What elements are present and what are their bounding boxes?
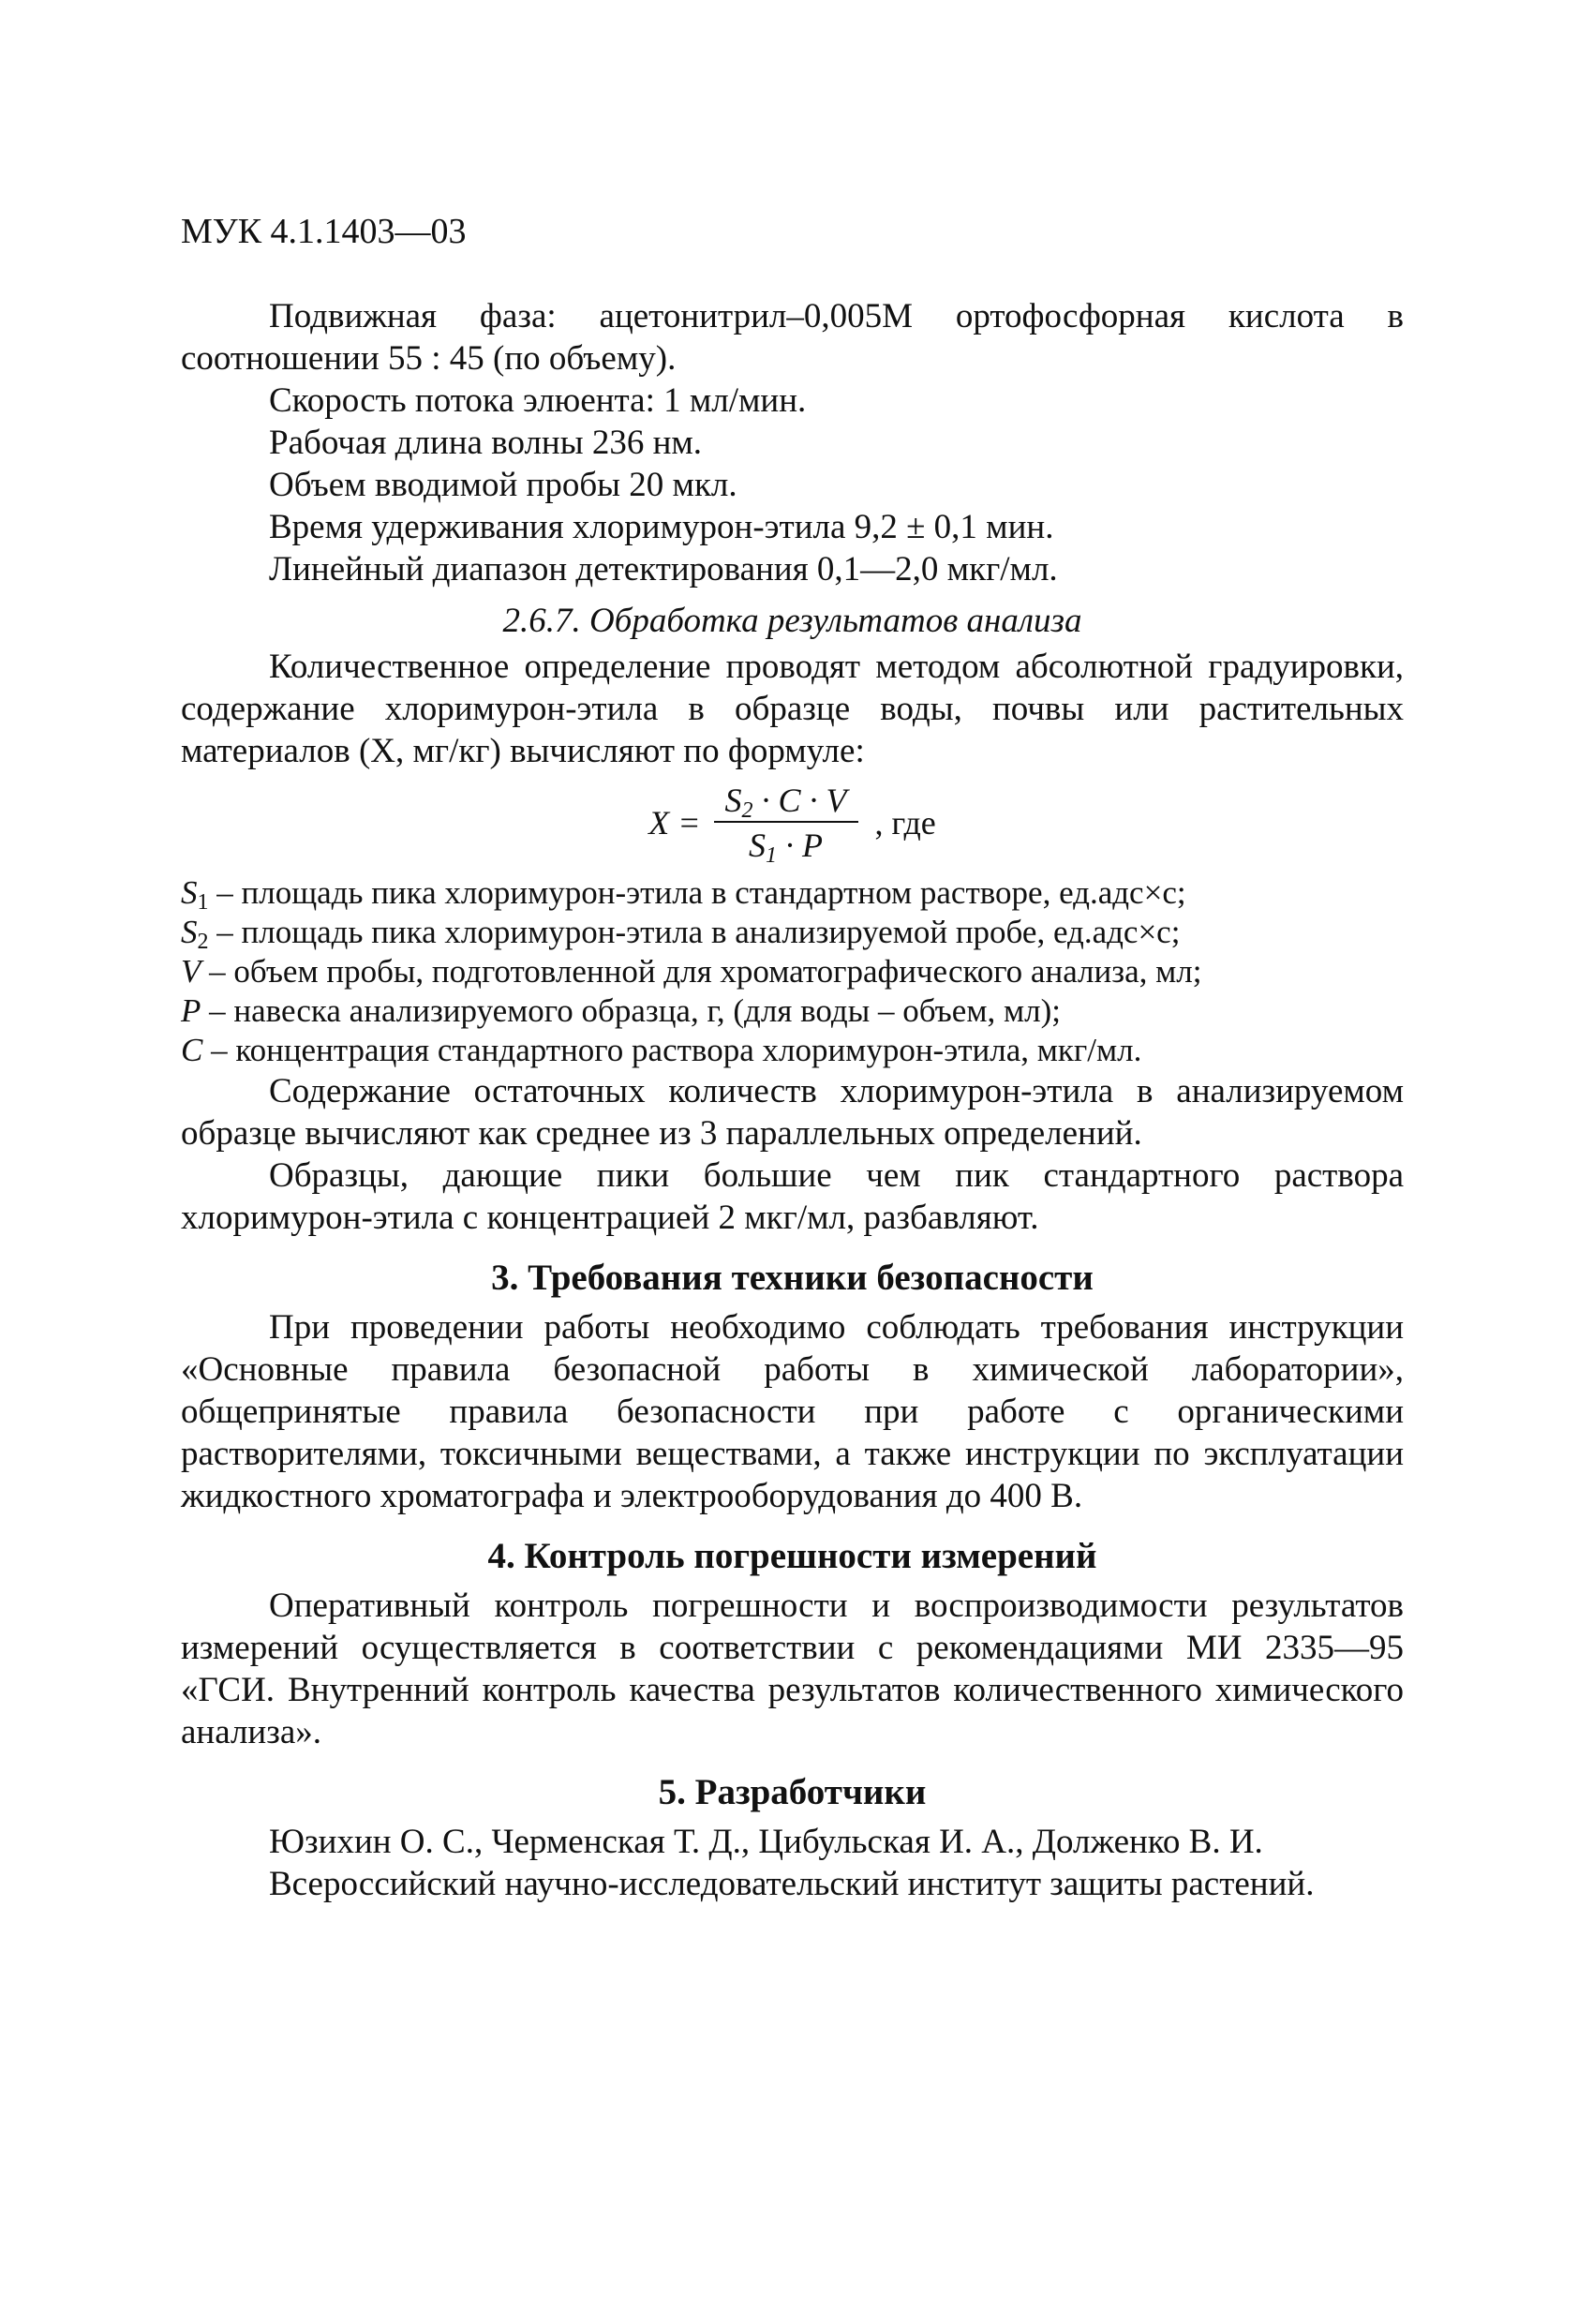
wavelength-text: Рабочая длина волны 236 нм.: [269, 424, 703, 462]
formula-fraction: [714, 782, 858, 868]
formula-lhs: X =: [648, 803, 701, 842]
section-5-heading: 5. Разработчики: [658, 1772, 927, 1812]
subsection-title: 2.6.7. Обработка результатов анализа: [502, 602, 1082, 640]
definition-v: V – объем пробы, подготовленной для хроматографического анализа, мл;: [181, 953, 1202, 990]
definition-p: P – навеска анализируемого образца, г, (для воды – объем, мл);: [181, 992, 1061, 1029]
linear-range-text: Линейный диапазон детектирования 0,1—2,0 мкг/мл.: [269, 550, 1058, 588]
formula-denominator: $S_1 \cdot P$: [749, 827, 823, 868]
authors-list: Юзихин О. С., Черменская Т. Д., Цибульская И. А., Долженко В. И.: [269, 1823, 1263, 1861]
institute-name: Всероссийский научно-исследовательский институт защиты растений.: [269, 1865, 1315, 1903]
formula-numerator: $S_2 \cdot C \cdot V$: [714, 782, 858, 823]
formula-where: , где: [874, 803, 936, 842]
dilution-text: Образцы, дающие пики большие чем пик стандартного раствора хлоримурон-этила с концентрацией 2 мкг/мл, разбавляют.: [181, 1156, 1404, 1237]
mobile-phase-text: Подвижная фаза: ацетонитрил–0,005М ортофосфорная кислота в соотношении 55 : 45 (по объему).: [181, 297, 1404, 378]
document-code: МУК 4.1.1403—03: [181, 212, 467, 251]
section-4-heading: 4. Контроль погрешности измерений: [487, 1536, 1097, 1576]
calculation-intro: Количественное определение проводят методом абсолютной градуировки, содержание хлоримурон-этила в образце воды, почвы или растительных материалов (X, мг/кг) вычисляют по формуле:: [181, 648, 1404, 770]
document-page: [181, 211, 1404, 1905]
formula-definitions: [181, 873, 1404, 1070]
authors-block: [181, 1821, 1404, 1905]
section-4-text: Оперативный контроль погрешности и воспроизводимости результатов измерений осуществляется в соответствии с рекомендациями МИ 2335—95 «ГСИ. Внутренний контроль качества результатов количественного химического анализа».: [181, 1587, 1404, 1751]
definition-s1: $S_1$ – площадь пика хлоримурон-этила в стандартном растворе, ед.адс×с;: [181, 874, 1186, 915]
retention-time-text: Время удерживания хлоримурон-этила 9,2 ± 0,1 мин.: [269, 508, 1054, 546]
section-3-text: При проведении работы необходимо соблюдать требования инструкции «Основные правила безопасной работы в химической лаборатории», общепринятые правила безопасности при работе с органическими растворителями, токсичными веществами, а также инструкции по эксплуатации жидкостного хроматографа и электрооборудования до 400 В.: [181, 1308, 1404, 1515]
formula: [181, 774, 1404, 872]
section-3-heading: 3. Требования техники безопасности: [491, 1258, 1094, 1298]
average-text: Содержание остаточных количеств хлоримурон-этила в анализируемом образце вычисляют как среднее из 3 параллельных определений.: [181, 1072, 1404, 1153]
definition-c: C – концентрация стандартного раствора хлоримурон-этила, мкг/мл.: [181, 1032, 1142, 1068]
definition-s2: $S_2$ – площадь пика хлоримурон-этила в анализируемой пробе, ед.адс×с;: [181, 914, 1181, 954]
injection-volume-text: Объем вводимой пробы 20 мкл.: [269, 466, 737, 504]
flow-rate-text: Скорость потока элюента: 1 мл/мин.: [269, 381, 807, 420]
